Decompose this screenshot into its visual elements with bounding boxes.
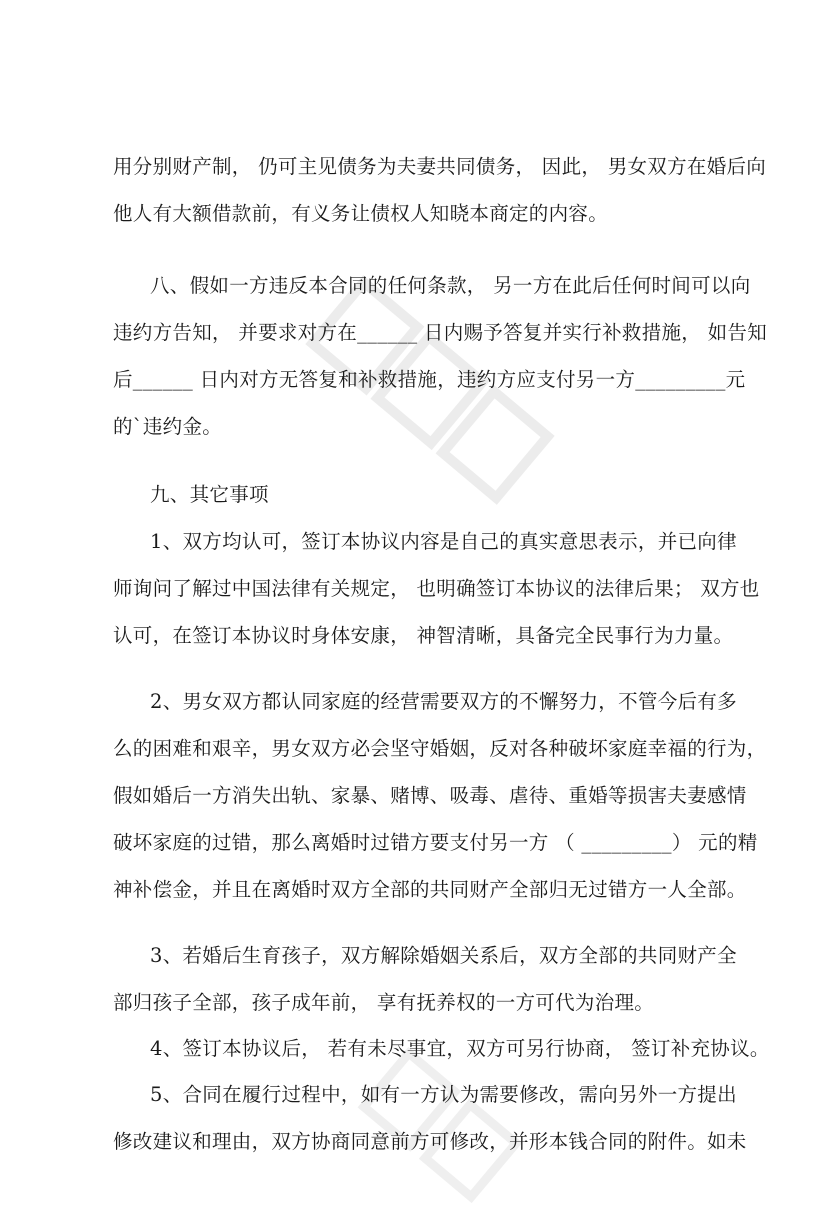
text-line: 用分别财产制， 仍可主见债务为夫妻共同债务， 因此， 男女双方在婚后向: [113, 155, 767, 178]
clause-1-line: 1、双方均认可，签订本协议内容是自己的真实意思表示，并已向律: [150, 530, 737, 553]
clause-5-line: 5、合同在履行过程中，如有一方认为需要修改，需向另外一方提出: [150, 1083, 737, 1106]
text-line: 破坏家庭的过错，那么离婚时过错方要支付另一方 （ _________） 元的精: [113, 831, 758, 854]
text-line: 修改建议和理由，双方协商同意前方可修改，并形本钱合同的附件。如未: [113, 1130, 747, 1153]
text-line: 么的困难和艰辛，男女双方必会坚守婚姻，反对各种破坏家庭幸福的行为，: [113, 737, 767, 760]
text-line: 师询问了解过中国法律有关规定， 也明确签订本协议的法律后果； 双方也: [113, 577, 760, 600]
clause-4-line: 4、签订本协议后， 若有未尽事宜，双方可另行协商， 签订补充协议。: [150, 1037, 770, 1060]
section-heading-9: 九、其它事项: [150, 483, 269, 506]
text-line: 部归孩子全部，孩子成年前， 享有抚养权的一方可代为治理。: [113, 991, 655, 1014]
text-line: 违约方告知， 并要求对方在______ 日内赐予答复并实行补救措施， 如告知: [113, 321, 767, 344]
section-heading-8: 八、假如一方违反本合同的任何条款， 另一方在此后任何时间可以向: [150, 274, 751, 297]
text-line: 后______ 日内对方无答复和补救措施，违约方应支付另一方_________元: [113, 368, 746, 391]
watermark-fragment: [350, 1039, 530, 1211]
clause-2-line: 2、男女双方都认同家庭的经营需要双方的不懈努力，不管今后有多: [150, 690, 737, 713]
text-line: 认可，在签订本协议时身体安康， 神智清晰，具备完全民事行为力量。: [113, 624, 734, 647]
text-line: 的`违约金。: [113, 415, 223, 438]
text-line: 他人有大额借款前，有义务让债权人知晓本商定的内容。: [113, 202, 609, 225]
text-line: 假如婚后一方消失出轨、家暴、赌博、吸毒、虐待、重婚等损害夫妻感情: [113, 784, 747, 807]
clause-3-line: 3、若婚后生育孩子，双方解除婚姻关系后，双方全部的共同财产全: [150, 944, 737, 967]
text-line: 神补偿金，并且在离婚时双方全部的共同财产全部归无过错方一人全部。: [113, 878, 747, 901]
